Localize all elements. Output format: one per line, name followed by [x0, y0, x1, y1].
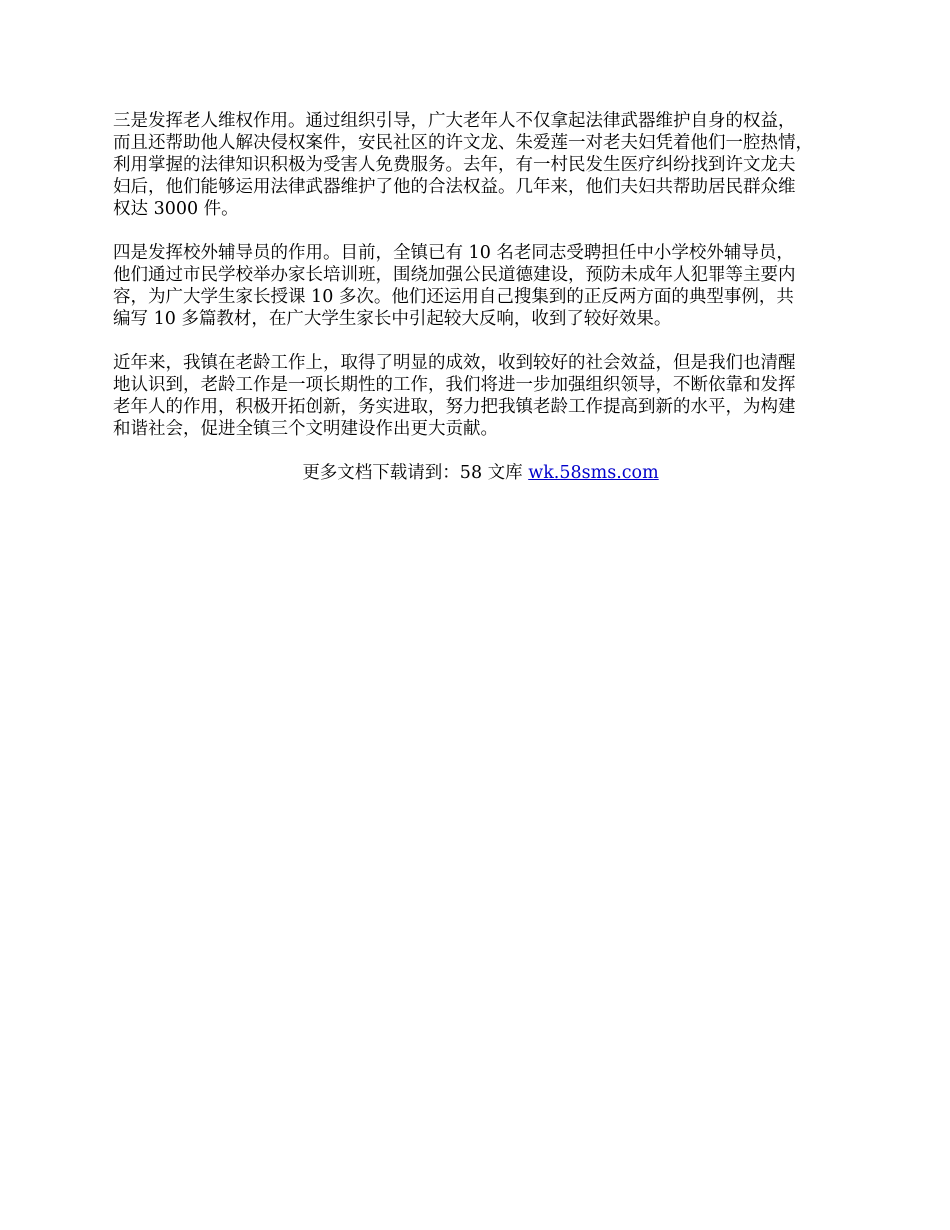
footer-prefix: 更多文档下载请到：58 文库 — [302, 463, 529, 483]
document-body — [113, 110, 848, 484]
site-link[interactable]: wk.58sms.com — [528, 463, 659, 483]
text-line: 权达 3000 件。 — [113, 199, 239, 219]
text-line: 他们通过市民学校举办家长培训班，围绕加强公民道德建设，预防未成年人犯罪等主要内 — [113, 265, 796, 285]
text-line: 三是发挥老人维权作用。通过组织引导，广大老年人不仅拿起法律武器维护自身的权益， — [113, 111, 796, 131]
paragraph-conclusion — [113, 352, 848, 440]
text-line: 地认识到，老龄工作是一项长期性的工作，我们将进一步加强组织领导，不断依靠和发挥 — [113, 375, 796, 395]
paragraph-tutors — [113, 242, 848, 330]
text-line: 容，为广大学生家长授课 10 多次。他们还运用自己搜集到的正反两方面的典型事例，共 — [113, 287, 794, 307]
text-line: 和谐社会，促进全镇三个文明建设作出更大贡献。 — [113, 419, 498, 439]
text-line: 老年人的作用，积极开拓创新，务实进取，努力把我镇老龄工作提高到新的水平，为构建 — [113, 397, 796, 417]
text-line: 利用掌握的法律知识积极为受害人免费服务。去年，有一村民发生医疗纠纷找到许文龙夫 — [113, 155, 796, 175]
text-line: 妇后，他们能够运用法律武器维护了他的合法权益。几年来，他们夫妇共帮助居民群众维 — [113, 177, 796, 197]
paragraph-rights — [113, 110, 848, 220]
text-line: 近年来，我镇在老龄工作上，取得了明显的成效，收到较好的社会效益，但是我们也清醒 — [113, 353, 796, 373]
text-line: 编写 10 多篇教材，在广大学生家长中引起较大反响，收到了较好效果。 — [113, 309, 672, 329]
download-footer — [113, 462, 848, 484]
text-line: 而且还帮助他人解决侵权案件，安民社区的许文龙、朱爱莲一对老夫妇凭着他们一腔热情， — [113, 133, 813, 153]
text-line: 四是发挥校外辅导员的作用。目前，全镇已有 10 名老同志受聘担任中小学校外辅导员， — [113, 243, 794, 263]
